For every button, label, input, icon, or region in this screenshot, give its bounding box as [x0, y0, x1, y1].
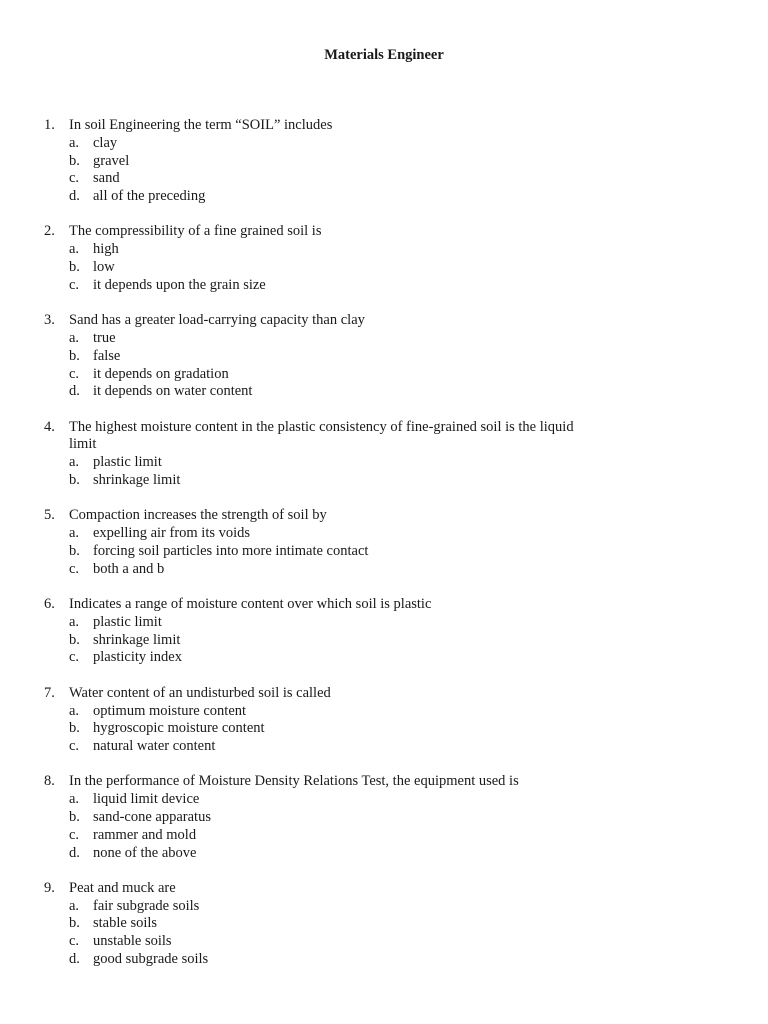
answer-option — [0, 632, 768, 650]
question-number: 6. — [44, 596, 55, 613]
question-item — [0, 685, 768, 756]
question-text: In soil Engineering the term “SOIL” includes — [69, 117, 333, 133]
answer-option — [0, 915, 768, 933]
option-letter: a. — [69, 702, 80, 719]
answer-option — [0, 791, 768, 809]
option-letter: b. — [69, 915, 80, 932]
option-text: low — [93, 259, 115, 276]
question-number: 3. — [44, 312, 55, 329]
option-list — [0, 241, 768, 294]
option-text: clay — [93, 134, 118, 151]
option-letter: d. — [69, 383, 80, 400]
option-letter: b. — [69, 542, 80, 559]
option-letter: a. — [69, 897, 80, 914]
option-text: high — [93, 241, 119, 258]
answer-option — [0, 951, 768, 969]
question-number: 2. — [44, 223, 55, 240]
option-text: sand-cone apparatus — [93, 809, 211, 825]
answer-option — [0, 898, 768, 916]
question-list — [0, 117, 768, 986]
option-letter: c. — [69, 170, 80, 187]
answer-option — [0, 170, 768, 188]
question-number: 1. — [44, 117, 55, 133]
answer-option — [0, 259, 768, 277]
question-item — [0, 419, 768, 490]
answer-option — [0, 649, 768, 667]
option-text: true — [93, 329, 116, 346]
option-letter: c. — [69, 826, 80, 843]
question-text: Sand has a greater load-carrying capacity than clay — [69, 312, 365, 329]
option-text: shrinkage limit — [93, 472, 181, 489]
answer-option — [0, 135, 768, 153]
answer-option — [0, 383, 768, 401]
answer-option — [0, 845, 768, 863]
option-list — [0, 791, 768, 862]
option-letter: b. — [69, 152, 80, 169]
option-letter: a. — [69, 329, 80, 346]
option-text: fair subgrade soils — [93, 897, 200, 914]
option-text: unstable soils — [93, 933, 172, 950]
question-item — [0, 223, 768, 294]
option-text: none of the above — [93, 844, 197, 861]
option-letter: b. — [69, 472, 80, 489]
option-letter: a. — [69, 613, 80, 630]
option-letter: b. — [69, 347, 80, 364]
answer-option — [0, 738, 768, 756]
answer-option — [0, 454, 768, 472]
option-letter: a. — [69, 791, 80, 808]
question-number: 7. — [44, 684, 55, 701]
answer-option — [0, 614, 768, 632]
option-letter: c. — [69, 365, 80, 382]
question-text: Water content of an undisturbed soil is called — [69, 684, 331, 701]
option-text: all of the preceding — [93, 188, 206, 205]
option-letter: a. — [69, 134, 80, 151]
option-list — [0, 330, 768, 401]
answer-option — [0, 241, 768, 259]
question-text: The highest moisture content in the plastic consistency of fine-grained soil is the liquid limit — [69, 418, 574, 453]
option-letter: a. — [69, 525, 80, 542]
answer-option — [0, 330, 768, 348]
option-letter: d. — [69, 844, 80, 861]
option-text: rammer and mold — [93, 826, 197, 843]
option-list — [0, 898, 768, 969]
option-letter: d. — [69, 951, 80, 968]
option-text: it depends on gradation — [93, 365, 229, 382]
option-letter: c. — [69, 276, 80, 293]
option-letter: b. — [69, 631, 80, 648]
option-text: plasticity index — [93, 649, 182, 666]
question-item — [0, 880, 768, 969]
option-letter: b. — [69, 809, 80, 825]
answer-option — [0, 809, 768, 827]
option-text: hygroscopic moisture content — [93, 720, 265, 737]
option-list — [0, 135, 768, 206]
question-text: Indicates a range of moisture content over which soil is plastic — [69, 596, 432, 613]
question-text: Peat and muck are — [69, 879, 176, 896]
option-text: forcing soil particles into more intimate contact — [93, 542, 369, 559]
answer-option — [0, 366, 768, 384]
answer-option — [0, 827, 768, 845]
question-number: 9. — [44, 879, 55, 896]
option-list — [0, 614, 768, 667]
question-number: 5. — [44, 507, 55, 524]
answer-option — [0, 348, 768, 366]
answer-option — [0, 153, 768, 171]
option-list — [0, 454, 768, 490]
option-text: expelling air from its voids — [93, 525, 251, 542]
answer-option — [0, 188, 768, 206]
option-letter: a. — [69, 454, 80, 471]
option-letter: b. — [69, 259, 80, 276]
option-text: plastic limit — [93, 454, 162, 471]
answer-option — [0, 933, 768, 951]
option-text: false — [93, 347, 121, 364]
page-title: Materials Engineer — [324, 47, 444, 63]
question-item — [0, 507, 768, 578]
option-text: liquid limit device — [93, 791, 200, 808]
question-text: Compaction increases the strength of soil by — [69, 507, 327, 524]
answer-option — [0, 720, 768, 738]
question-item — [0, 596, 768, 667]
answer-option — [0, 561, 768, 579]
question-text: In the performance of Moisture Density Relations Test, the equipment used is — [69, 773, 519, 790]
option-list — [0, 525, 768, 578]
answer-option — [0, 277, 768, 295]
option-text: optimum moisture content — [93, 702, 247, 719]
option-text: shrinkage limit — [93, 631, 181, 648]
answer-option — [0, 703, 768, 721]
option-text: good subgrade soils — [93, 951, 209, 968]
question-item — [0, 773, 768, 862]
question-item — [0, 117, 768, 206]
option-text: it depends upon the grain size — [93, 276, 266, 293]
option-text: gravel — [93, 152, 130, 169]
option-text: natural water content — [93, 738, 216, 755]
option-letter: a. — [69, 241, 80, 258]
option-letter: c. — [69, 560, 80, 577]
option-letter: c. — [69, 738, 80, 755]
option-text: both a and b — [93, 560, 165, 577]
option-text: plastic limit — [93, 613, 162, 630]
answer-option — [0, 543, 768, 561]
answer-option — [0, 472, 768, 490]
question-number: 4. — [44, 418, 55, 435]
option-text: it depends on water content — [93, 383, 253, 400]
answer-option — [0, 525, 768, 543]
option-text: sand — [93, 170, 120, 187]
option-letter: b. — [69, 720, 80, 737]
question-item — [0, 312, 768, 401]
option-letter: c. — [69, 649, 80, 666]
question-text: The compressibility of a fine grained soil is — [69, 223, 322, 240]
question-number: 8. — [44, 773, 55, 790]
option-text: stable soils — [93, 915, 158, 932]
option-list — [0, 703, 768, 756]
option-letter: d. — [69, 188, 80, 205]
option-letter: c. — [69, 933, 80, 950]
